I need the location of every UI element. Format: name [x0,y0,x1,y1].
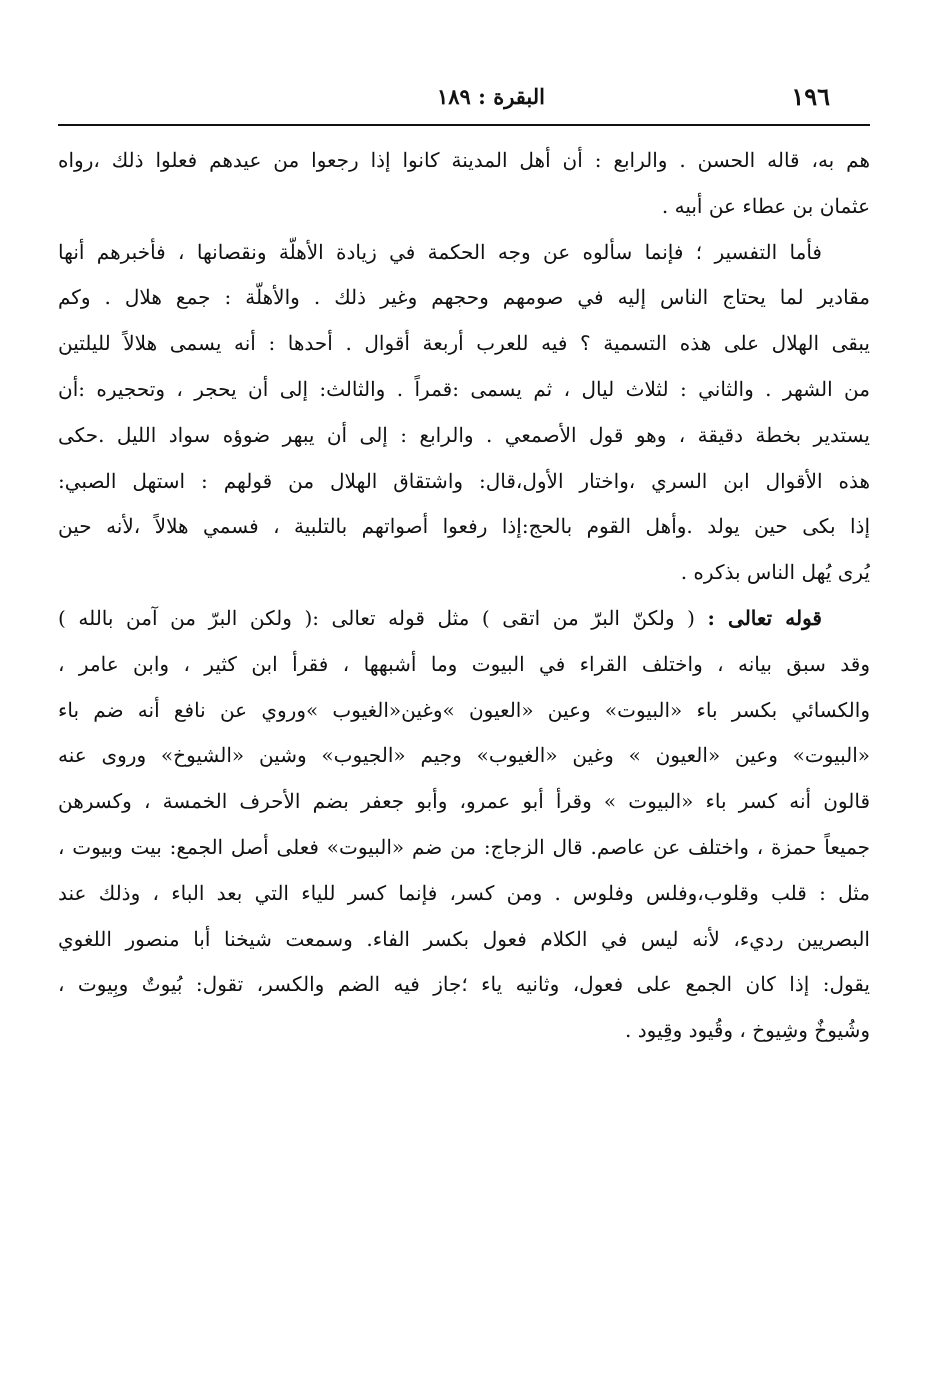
verse-text: ( ولكنّ البرّ من اتقى ) مثل قوله تعالى :( ولكن البرّ من آمن بالله ) [58,605,708,630]
page-header [58,82,870,122]
text-line: قالون أنه كسر باء «البيوت » وقرأ أبو عمرو، وأبو جعفر بضم الأحرف الخمسة ، وكسرهن [58,789,870,814]
text-line: يستدير بخطة دقيقة ، وهو قول الأصمعي . والرابع : إلى أن يبهر ضوؤه سواد الليل .حكى [58,422,870,447]
text-line: هم به، قاله الحسن . والرابع : أن أهل المدينة كانوا إذا رجعوا من عيدهم فعلوا ذلك ،رواه [58,148,870,172]
text-line: والكسائي بكسر باء «البيوت» وعين «العيون »وغين«الغيوب »وروي عن نافع أنه ضم باء [58,697,870,722]
text-line: يُرى يُهل الناس بذكره . [680,560,870,585]
text-line: جميعاً حمزة ، واختلف عن عاصم. قال الزجاج: من ضم «البيوت» فعلى أصل الجمع: بيت وبيوت ، [58,834,870,859]
text-line: من الشهر . والثاني : لثلاث ليال ، ثم يسمى :قمراً . والثالث: إلى أن يحجر ، وتحجيره :أن [58,376,870,401]
text-line: مثل : قلب وقلوب،وفلس وفلوس . ومن كسر، فإنما كسر للياء التي بعد الباء ، وذلك عند [58,880,870,905]
text-line: يقول: إذا كان الجمع على فعول، وثانيه ياء ؛جاز فيه الضم والكسر، تقول: بُيوتٌ وبِيوت ، [58,972,870,997]
verse-lead: قوله تعالى : [707,605,822,630]
page-number: ١٩٦ [791,82,830,111]
text-line: مقادير لما يحتاج الناس إليه في صومهم وحجهم وغير ذلك . والأهلّة : جمع هلال . وكم [58,285,870,310]
text-line [58,596,870,642]
text-line: «البيوت» وعين «العيون » وغين «الغيوب» وجيم «الجيوب» وشين «الشيوخ» وروى عنه [58,743,870,768]
page-body [58,138,870,1054]
text-line: البصريين رديء، لأنه ليس في الكلام فعول بكسر الفاء. وسمعت شيخنا أبا منصور اللغوي [58,926,870,951]
header-rule [58,124,870,126]
paragraph-3 [58,596,870,1054]
running-head: البقرة : ١٨٩ [437,84,545,109]
text-line: عثمان بن عطاء عن أبيه . [661,193,870,218]
text-line: هذه الأقوال ابن السري ،واختار الأول،قال: واشتقاق الهلال من قولهم : استهل الصبي: [58,468,870,493]
paragraph-2 [58,230,870,596]
text-line: إذا بكى حين يولد .وأهل القوم بالحج:إذا رفعوا أصواتهم بالتلبية ، فسمي هلالاً ،لأنه حين [58,514,870,539]
text-line: وشُيوخٌ وشِيوخ ، وقُيود وقِيود . [625,1018,870,1043]
text-line: وقد سبق بيانه ، واختلف القراء في البيوت وما أشبهها ، فقرأ ابن كثير ، وابن عامر ، [58,651,870,676]
text-line: يبقى الهلال على هذه التسمية ؟ فيه للعرب أربعة أقوال . أحدها : أنه يسمى هلالاً لليلتين [58,331,870,356]
paragraph-1 [58,138,870,230]
text-line: فأما التفسير ؛ فإنما سألوه عن وجه الحكمة في زيادة الأهلّة ونقصانها ، فأخبرهم أنها [58,239,822,264]
